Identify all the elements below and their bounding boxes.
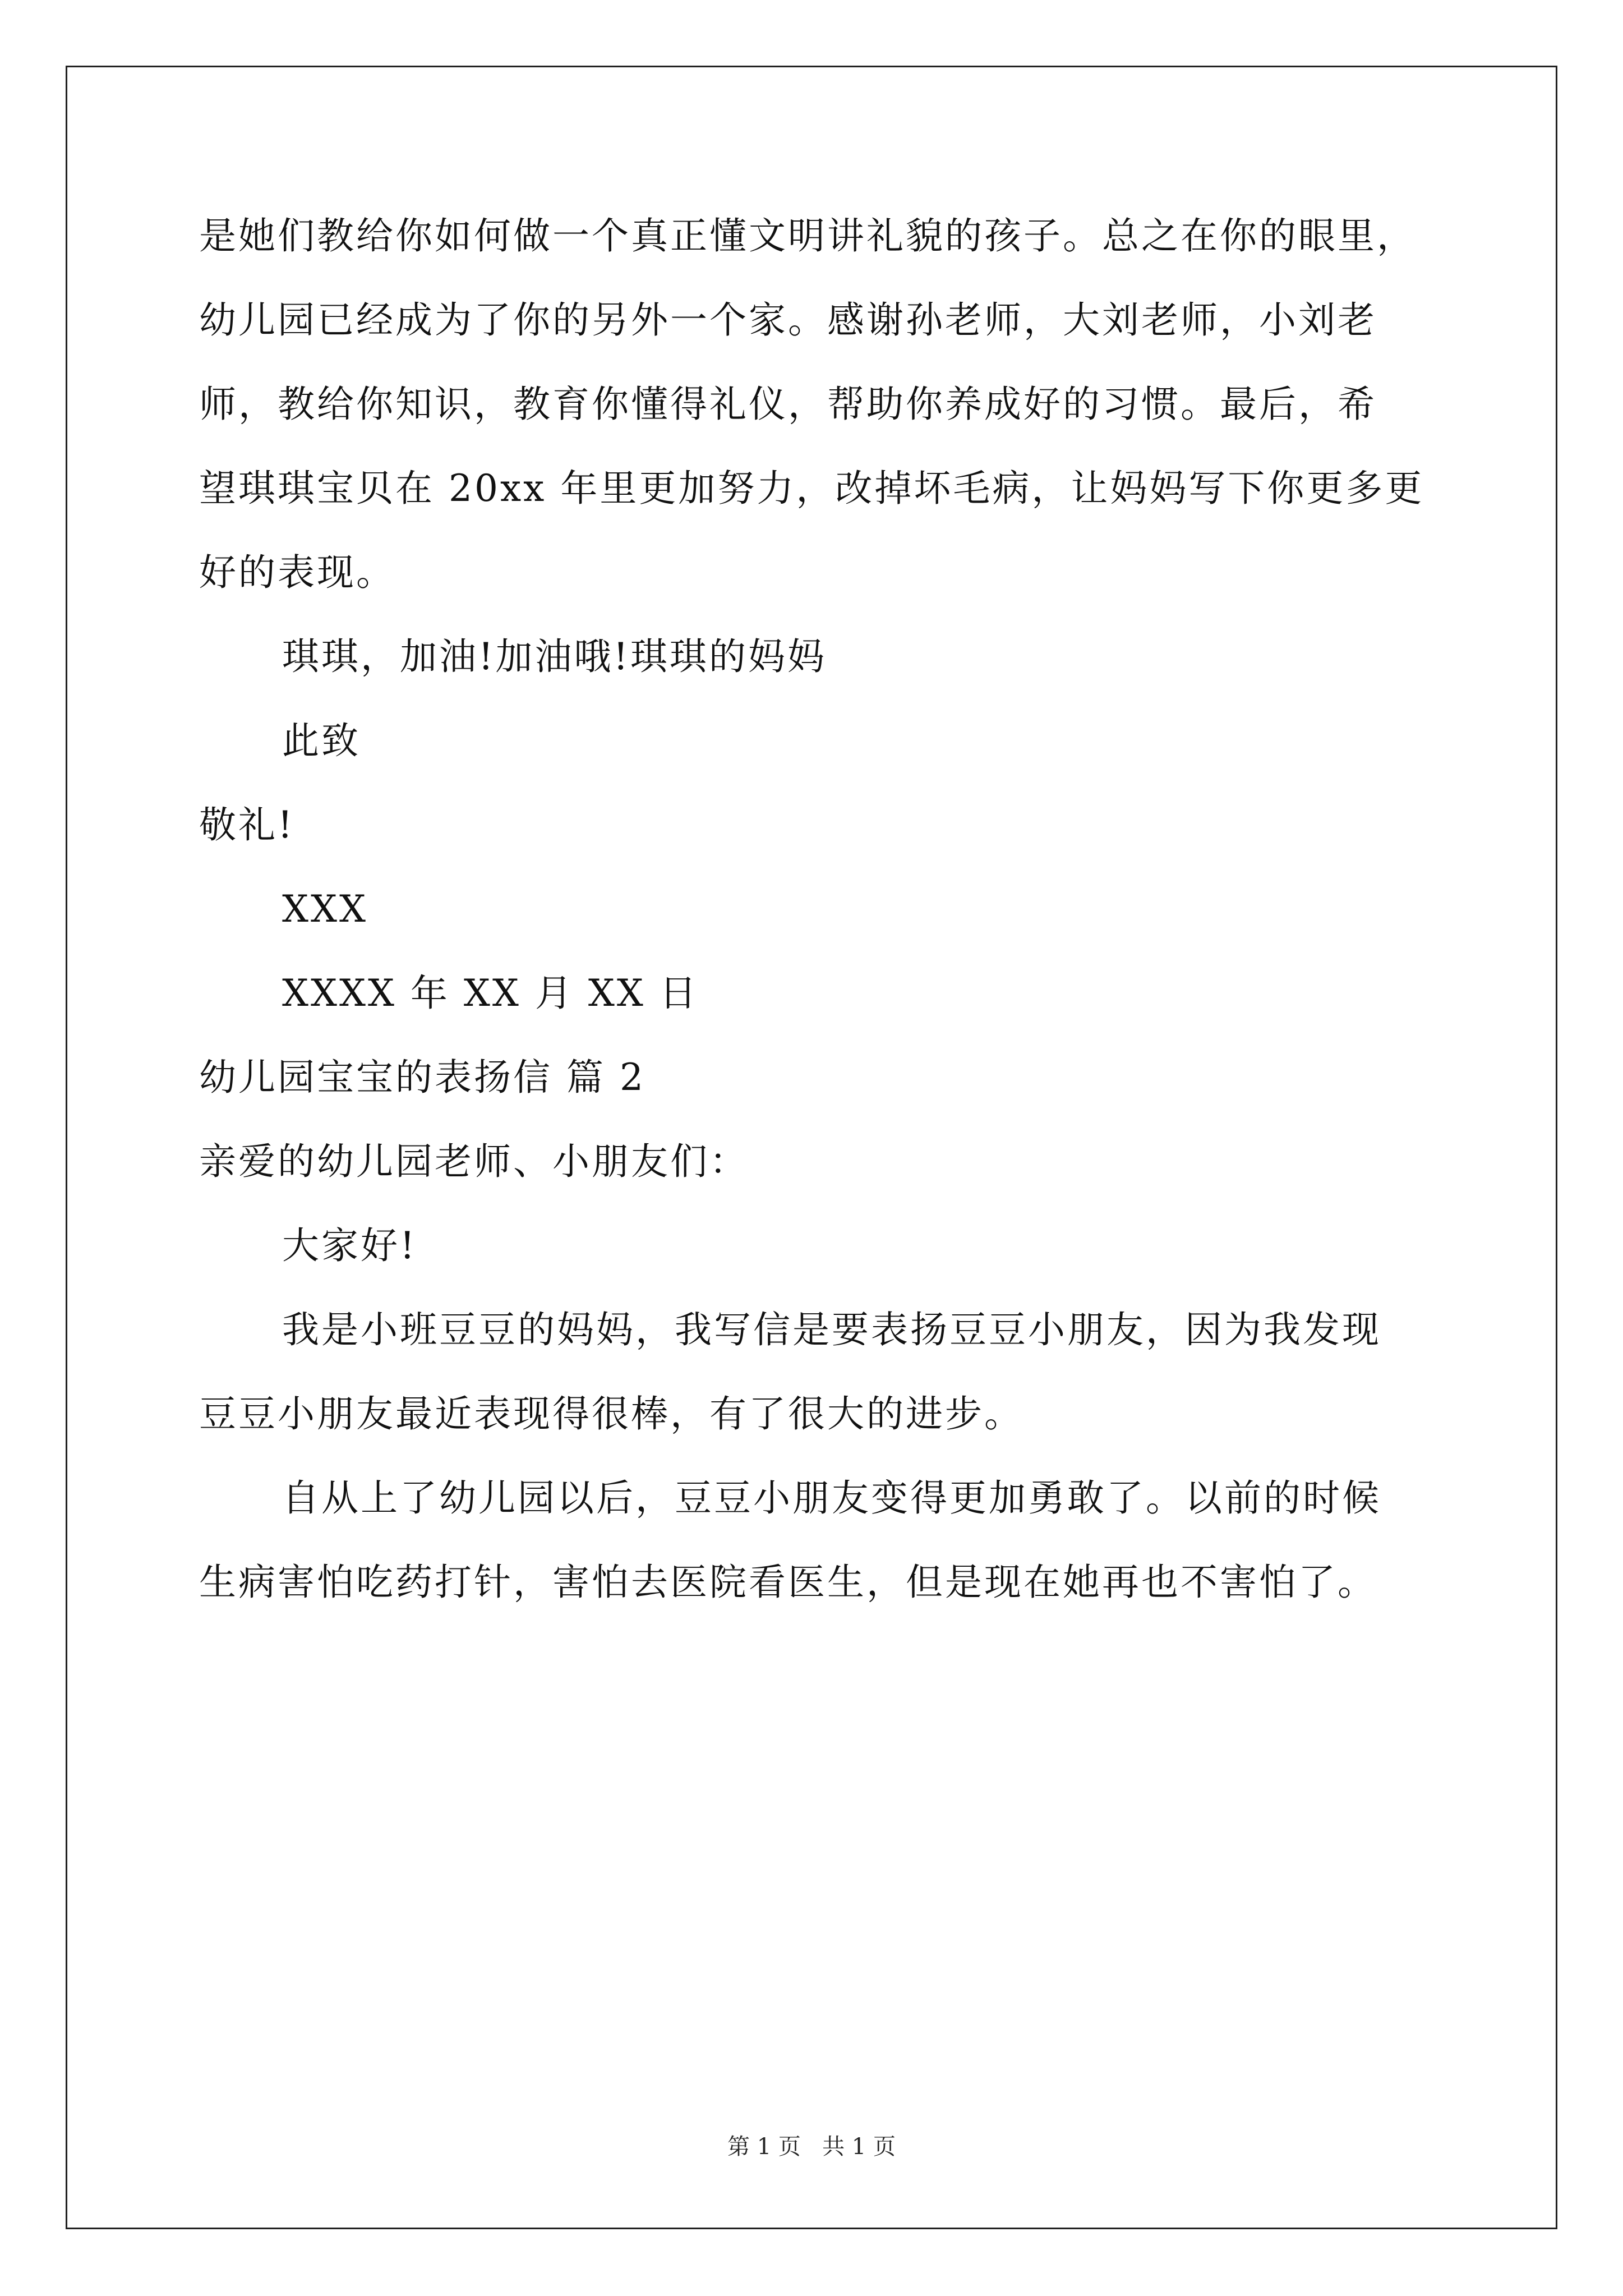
section-title: 幼儿园宝宝的表扬信 篇 2 [199,1056,645,1099]
text-line: 师，教给你知识，教育你懂得礼仪，帮助你养成好的习惯。最后，希 [199,383,1377,426]
text-line: 生病害怕吃药打针，害怕去医院看医生，但是现在她再也不害怕了。 [199,1561,1377,1604]
greeting-line: 亲爱的幼儿园老师、小朋友们： [199,1140,749,1183]
page-footer: 第 1 页 共 1 页 [727,2134,896,2160]
signature: XXX [282,887,368,931]
text-line: 我是小班豆豆的妈妈，我写信是要表扬豆豆小朋友，因为我发现 [282,1308,1381,1351]
closing-regards: 敬礼! [199,803,295,846]
text-line: 幼儿园已经成为了你的另外一个家。感谢孙老师，大刘老师，小刘老 [199,298,1377,342]
text-line: 琪琪，加油!加油哦!琪琪的妈妈 [282,635,827,678]
text-line: 豆豆小朋友最近表现得很棒，有了很大的进步。 [199,1392,1023,1435]
text-line: 望琪琪宝贝在 20xx 年里更加努力，改掉坏毛病，让妈妈写下你更多更 [199,467,1424,510]
text-line: 自从上了幼儿园以后，豆豆小朋友变得更加勇敢了。以前的时候 [282,1476,1381,1520]
document-body [199,215,1433,1645]
text-line: 大家好! [282,1224,417,1267]
date-line: XXXX 年 XX 月 XX 日 [282,972,699,1015]
text-line: 好的表现。 [199,551,395,594]
closing-salutation: 此致 [282,719,361,762]
text-line: 是她们教给你如何做一个真正懂文明讲礼貌的孩子。总之在你的眼里， [199,214,1416,257]
